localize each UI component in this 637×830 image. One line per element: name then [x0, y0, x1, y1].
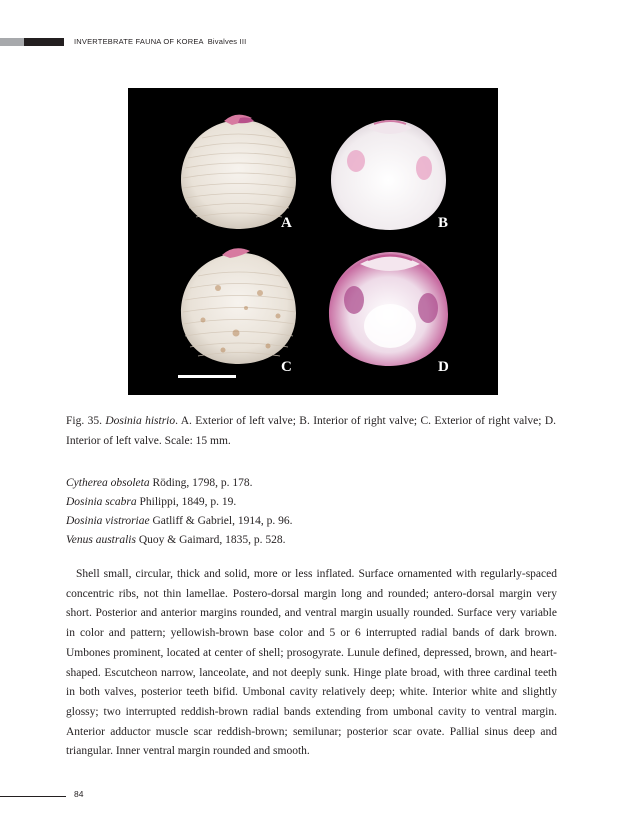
shell-d [329, 252, 448, 366]
synonym-name: Cytherea obsoleta [66, 477, 150, 489]
synonym-ref: Quoy & Gaimard, 1835, p. 528. [135, 534, 286, 546]
synonym-ref: Röding, 1798, p. 178. [149, 477, 253, 489]
scale-bar [178, 375, 236, 378]
header-subtitle: Bivalves III [207, 37, 247, 46]
synonym-name: Dosinia scabra [66, 496, 137, 508]
synonym-entry [66, 476, 252, 490]
header-bar-grey [0, 38, 24, 46]
synonym-entry [66, 514, 292, 528]
synonym-name: Dosinia vistroriae [66, 515, 150, 527]
synonym-ref: Gatliff & Gabriel, 1914, p. 96. [149, 515, 293, 527]
synonym-ref: Philippi, 1849, p. 19. [136, 496, 237, 508]
header-bar-black [24, 38, 64, 46]
caption-fig-number: Fig. 35. [66, 415, 102, 427]
figure-caption [66, 411, 556, 451]
footer-rule [0, 796, 66, 797]
figure-label-a: A [281, 215, 292, 231]
figure-label-b: B [438, 215, 449, 231]
shell-a [181, 115, 296, 229]
shell-photo-illustration [128, 88, 498, 395]
header-title: INVERTEBRATE FAUNA OF KOREA [74, 37, 204, 46]
shell-figure [128, 88, 498, 395]
shell-b [331, 120, 449, 231]
caption-species: Dosinia histrio [105, 415, 176, 427]
figure-label-c: C [281, 359, 292, 375]
page-number: 84 [74, 789, 84, 799]
shell-c [181, 248, 296, 364]
figure-label-d: D [438, 359, 449, 375]
synonym-entry [66, 533, 285, 547]
running-header [74, 37, 246, 46]
caption-text: . A. Exterior of left valve; B. Interior of right valve; C. Exterior of right valve; D. Interior of left valve. Scale: 15 mm. [66, 415, 557, 447]
synonym-name: Venus australis [66, 534, 136, 546]
synonym-entry [66, 495, 236, 509]
species-description: Shell small, circular, thick and solid, more or less inflated. Surface ornamented with regularly-spaced concentric ribs, not thin lamellae. Postero-dorsal margin long and rounded; antero-dorsal margin very short. Posterior and anterior margins rounded, and ventral margin usually rounded. Surface very variable in color and pattern; yellowish-brown base color and 5 or 6 interrupted radial bands of dark brown. Umbones prominent, located at center of shell; prosogyrate. Lunule defined, depressed, brown, and heart-shaped. Escutcheon narrow, lanceolate, and not deeply sunk. Hinge plate broad, with three cardinal teeth in both valves, posterior teeth bifid. Umbonal cavity relatively deep; white. Interior white and slightly glossy; two interrupted reddish-brown radial bands extending from umbonal cavity to ventral margin. Anterior adductor muscle scar reddish-brown; semilunar; posterior scar ovate. Pallial sinus deep and triangular. Inner ventral margin rounded and smooth. [66, 568, 557, 758]
